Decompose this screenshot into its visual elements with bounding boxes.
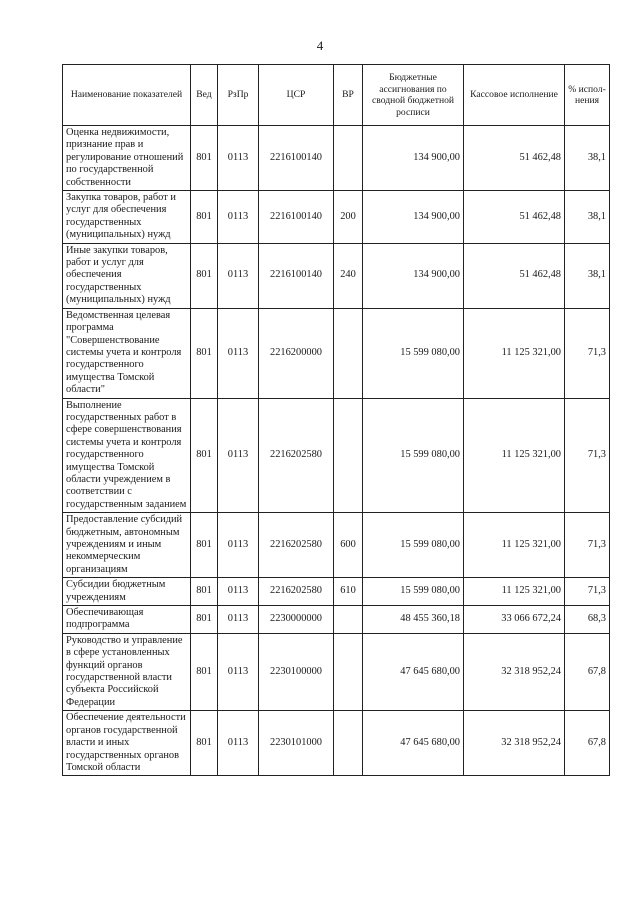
row-ved: 801 bbox=[191, 398, 218, 513]
header-vr: ВР bbox=[334, 65, 363, 126]
header-rzpr: РзПр bbox=[218, 65, 259, 126]
row-name: Закупка товаров, работ и услуг для обеспечения государственных (муниципальных) нужд bbox=[63, 191, 191, 244]
row-cash: 33 066 672,24 bbox=[464, 606, 565, 634]
row-name: Ведомственная целевая программа "Совершенствование системы учета и контроля государственного имущества Томской области" bbox=[63, 308, 191, 398]
row-ved: 801 bbox=[191, 126, 218, 191]
row-vr: 600 bbox=[334, 513, 363, 578]
table-row bbox=[63, 606, 610, 634]
row-percent: 68,3 bbox=[565, 606, 610, 634]
row-rzpr: 0113 bbox=[218, 513, 259, 578]
row-cash: 32 318 952,24 bbox=[464, 633, 565, 710]
table-row bbox=[63, 398, 610, 513]
row-budget: 134 900,00 bbox=[363, 126, 464, 191]
table-row bbox=[63, 191, 610, 244]
row-cash: 11 125 321,00 bbox=[464, 578, 565, 606]
row-budget: 47 645 680,00 bbox=[363, 711, 464, 776]
row-vr bbox=[334, 711, 363, 776]
row-rzpr: 0113 bbox=[218, 191, 259, 244]
row-cash: 51 462,48 bbox=[464, 126, 565, 191]
row-vr: 200 bbox=[334, 191, 363, 244]
row-csr: 2230101000 bbox=[259, 711, 334, 776]
row-budget: 47 645 680,00 bbox=[363, 633, 464, 710]
header-cash: Кассовое исполнение bbox=[464, 65, 565, 126]
table-row bbox=[63, 711, 610, 776]
header-ved: Вед bbox=[191, 65, 218, 126]
table-row bbox=[63, 308, 610, 398]
row-vr bbox=[334, 398, 363, 513]
row-name: Оценка недвижимости, признание прав и регулирование отношений по государственной собственности bbox=[63, 126, 191, 191]
row-ved: 801 bbox=[191, 633, 218, 710]
table-row bbox=[63, 243, 610, 308]
row-name: Предоставление субсидий бюджетным, автономным учреждениям и иным некоммерческим организациям bbox=[63, 513, 191, 578]
header-percent: % испол-нения bbox=[565, 65, 610, 126]
budget-execution-table bbox=[62, 64, 610, 776]
row-rzpr: 0113 bbox=[218, 606, 259, 634]
row-budget: 15 599 080,00 bbox=[363, 308, 464, 398]
row-vr: 610 bbox=[334, 578, 363, 606]
row-percent: 38,1 bbox=[565, 126, 610, 191]
row-percent: 38,1 bbox=[565, 243, 610, 308]
row-cash: 51 462,48 bbox=[464, 191, 565, 244]
row-percent: 71,3 bbox=[565, 308, 610, 398]
row-csr: 2216202580 bbox=[259, 398, 334, 513]
row-csr: 2216100140 bbox=[259, 126, 334, 191]
header-csr: ЦСР bbox=[259, 65, 334, 126]
page-number: 4 bbox=[316, 38, 324, 53]
table-row bbox=[63, 126, 610, 191]
row-rzpr: 0113 bbox=[218, 243, 259, 308]
row-vr bbox=[334, 633, 363, 710]
row-rzpr: 0113 bbox=[218, 126, 259, 191]
row-rzpr: 0113 bbox=[218, 398, 259, 513]
table-row bbox=[63, 578, 610, 606]
row-name: Иные закупки товаров, работ и услуг для обеспечения государственных (муниципальных) нужд bbox=[63, 243, 191, 308]
row-ved: 801 bbox=[191, 513, 218, 578]
row-cash: 11 125 321,00 bbox=[464, 513, 565, 578]
row-percent: 67,8 bbox=[565, 633, 610, 710]
row-ved: 801 bbox=[191, 606, 218, 634]
row-budget: 15 599 080,00 bbox=[363, 513, 464, 578]
row-vr: 240 bbox=[334, 243, 363, 308]
row-name: Обеспечивающая подпрограмма bbox=[63, 606, 191, 634]
row-csr: 2216202580 bbox=[259, 578, 334, 606]
table-row bbox=[63, 513, 610, 578]
row-budget: 15 599 080,00 bbox=[363, 578, 464, 606]
row-csr: 2216100140 bbox=[259, 243, 334, 308]
row-csr: 2230000000 bbox=[259, 606, 334, 634]
row-percent: 71,3 bbox=[565, 578, 610, 606]
row-cash: 51 462,48 bbox=[464, 243, 565, 308]
row-percent: 71,3 bbox=[565, 398, 610, 513]
row-name: Обеспечение деятельности органов государственной власти и иных государственных органов Томской области bbox=[63, 711, 191, 776]
row-rzpr: 0113 bbox=[218, 633, 259, 710]
row-name: Субсидии бюджетным учреждениям bbox=[63, 578, 191, 606]
row-vr bbox=[334, 606, 363, 634]
row-budget: 134 900,00 bbox=[363, 191, 464, 244]
row-percent: 38,1 bbox=[565, 191, 610, 244]
row-percent: 67,8 bbox=[565, 711, 610, 776]
row-ved: 801 bbox=[191, 308, 218, 398]
row-cash: 11 125 321,00 bbox=[464, 398, 565, 513]
row-budget: 48 455 360,18 bbox=[363, 606, 464, 634]
header-budget: Бюджетные ассигнования по сводной бюджетной росписи bbox=[363, 65, 464, 126]
row-name: Руководство и управление в сфере установленных функций органов государственной власти субъекта Российской Федерации bbox=[63, 633, 191, 710]
table-header-row bbox=[63, 65, 610, 126]
row-budget: 134 900,00 bbox=[363, 243, 464, 308]
row-csr: 2216202580 bbox=[259, 513, 334, 578]
row-name: Выполнение государственных работ в сфере совершенствования системы учета и контроля государственного имущества Томской области учреждением в соответствии с государственным заданием bbox=[63, 398, 191, 513]
row-rzpr: 0113 bbox=[218, 578, 259, 606]
row-budget: 15 599 080,00 bbox=[363, 398, 464, 513]
row-csr: 2230100000 bbox=[259, 633, 334, 710]
row-rzpr: 0113 bbox=[218, 711, 259, 776]
row-csr: 2216200000 bbox=[259, 308, 334, 398]
row-csr: 2216100140 bbox=[259, 191, 334, 244]
row-ved: 801 bbox=[191, 578, 218, 606]
row-ved: 801 bbox=[191, 711, 218, 776]
row-ved: 801 bbox=[191, 243, 218, 308]
row-ved: 801 bbox=[191, 191, 218, 244]
row-cash: 11 125 321,00 bbox=[464, 308, 565, 398]
row-vr bbox=[334, 126, 363, 191]
row-percent: 71,3 bbox=[565, 513, 610, 578]
table-row bbox=[63, 633, 610, 710]
row-vr bbox=[334, 308, 363, 398]
header-name: Наименование показателей bbox=[63, 65, 191, 126]
row-cash: 32 318 952,24 bbox=[464, 711, 565, 776]
row-rzpr: 0113 bbox=[218, 308, 259, 398]
